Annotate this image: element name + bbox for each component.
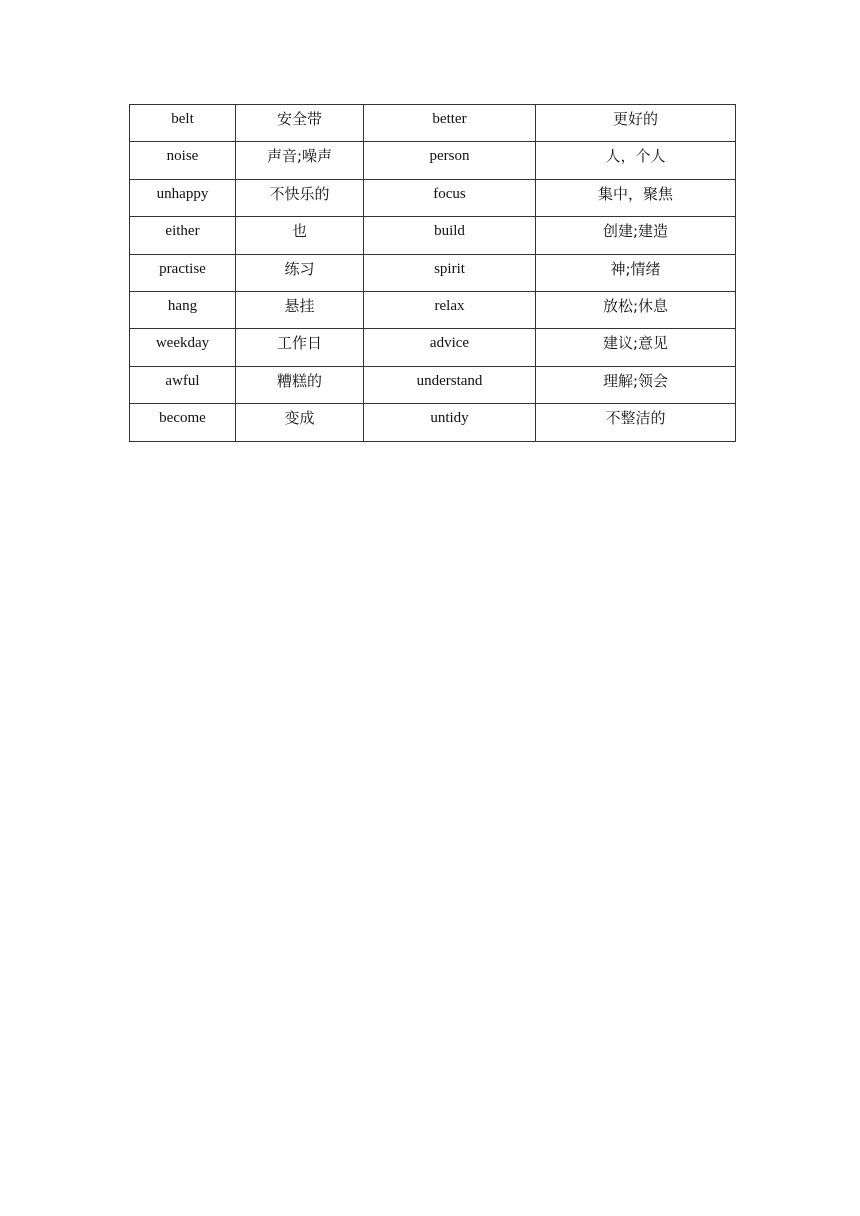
- english-word: hang: [167, 297, 198, 314]
- chinese-meaning-cell: [536, 404, 736, 441]
- chinese-meaning-cell: [536, 329, 736, 366]
- english-word: become: [159, 410, 206, 427]
- english-word-cell: [364, 366, 536, 403]
- chinese-meaning: 人，个人: [605, 147, 666, 166]
- chinese-meaning-cell: [236, 291, 364, 328]
- chinese-meaning-cell: [536, 366, 736, 403]
- chinese-meaning-cell: [536, 291, 736, 328]
- vocabulary-table: [129, 104, 736, 442]
- table-row: [130, 217, 736, 254]
- chinese-meaning: 练习: [284, 259, 315, 278]
- english-word: spirit: [434, 260, 465, 277]
- table-row: [130, 105, 736, 142]
- chinese-meaning-cell: [236, 217, 364, 254]
- chinese-meaning: 不快乐的: [269, 184, 330, 203]
- english-word-cell: [364, 291, 536, 328]
- english-word: noise: [166, 148, 199, 165]
- chinese-meaning-cell: [536, 254, 736, 291]
- chinese-meaning: 工作日: [276, 334, 322, 353]
- english-word: better: [432, 111, 467, 127]
- english-word: belt: [171, 111, 194, 127]
- chinese-meaning-cell: [236, 329, 364, 366]
- chinese-meaning: 更好的: [612, 110, 658, 128]
- english-word-cell: [130, 217, 236, 254]
- chinese-meaning-cell: [236, 366, 364, 403]
- chinese-meaning: 集中，聚焦: [597, 184, 673, 203]
- english-word: weekday: [155, 335, 210, 352]
- english-word: build: [434, 223, 465, 240]
- english-word-cell: [364, 404, 536, 441]
- chinese-meaning: 也: [291, 222, 307, 241]
- english-word-cell: [364, 254, 536, 291]
- english-word: awful: [165, 372, 200, 389]
- english-word-cell: [130, 329, 236, 366]
- chinese-meaning-cell: [236, 179, 364, 216]
- chinese-meaning: 变成: [284, 409, 315, 428]
- chinese-meaning-cell: [536, 179, 736, 216]
- chinese-meaning: 悬挂: [284, 296, 315, 315]
- chinese-meaning-cell: [536, 217, 736, 254]
- english-word-cell: [364, 142, 536, 179]
- english-word: person: [429, 148, 470, 165]
- table-row: [130, 291, 736, 328]
- table-row: [130, 179, 736, 216]
- english-word-cell: [364, 105, 536, 142]
- chinese-meaning: 糟糕的: [276, 371, 322, 390]
- english-word-cell: [364, 217, 536, 254]
- table-row: [130, 329, 736, 366]
- chinese-meaning: 理解;领会: [602, 371, 669, 390]
- chinese-meaning-cell: [236, 142, 364, 179]
- chinese-meaning-cell: [536, 105, 736, 142]
- english-word: advice: [429, 335, 470, 352]
- table-row: [130, 404, 736, 441]
- chinese-meaning: 声音;噪声: [266, 147, 333, 166]
- chinese-meaning: 安全带: [276, 110, 322, 128]
- english-word: unhappy: [156, 185, 209, 202]
- english-word-cell: [364, 179, 536, 216]
- chinese-meaning: 创建;建造: [602, 222, 669, 241]
- chinese-meaning-cell: [236, 254, 364, 291]
- english-word-cell: [130, 179, 236, 216]
- english-word: either: [165, 223, 200, 240]
- english-word: relax: [434, 297, 465, 314]
- table-row: [130, 366, 736, 403]
- chinese-meaning-cell: [536, 142, 736, 179]
- english-word: practise: [159, 260, 206, 277]
- english-word-cell: [130, 291, 236, 328]
- english-word-cell: [130, 404, 236, 441]
- english-word-cell: [130, 254, 236, 291]
- english-word-cell: [130, 366, 236, 403]
- chinese-meaning-cell: [236, 404, 364, 441]
- chinese-meaning: 放松;休息: [602, 296, 669, 315]
- english-word-cell: [364, 329, 536, 366]
- chinese-meaning: 神;情绪: [610, 259, 661, 278]
- english-word-cell: [130, 142, 236, 179]
- english-word: untidy: [430, 410, 469, 427]
- english-word-cell: [130, 105, 236, 142]
- english-word: focus: [433, 185, 466, 202]
- english-word: understand: [416, 372, 483, 389]
- chinese-meaning: 建议;意见: [602, 334, 669, 353]
- table-row: [130, 142, 736, 179]
- chinese-meaning: 不整洁的: [605, 409, 666, 428]
- table-row: [130, 254, 736, 291]
- chinese-meaning-cell: [236, 105, 364, 142]
